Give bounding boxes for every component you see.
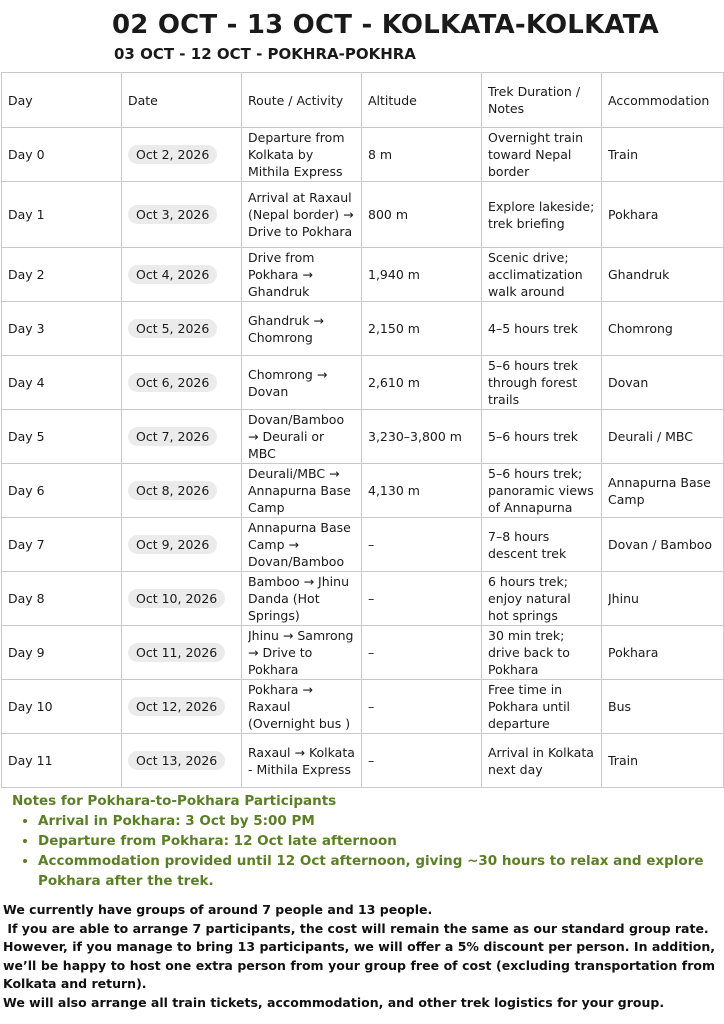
date-badge: Oct 11, 2026 [128, 643, 225, 662]
route-cell-text: Raxaul → Kolkata - Mithila Express [248, 744, 355, 777]
date-badge: Oct 8, 2026 [128, 481, 217, 500]
table-row [2, 410, 724, 464]
group-info [3, 901, 715, 1012]
altitude-cell [362, 464, 482, 518]
date-badge: Oct 4, 2026 [128, 265, 217, 284]
table-row [2, 464, 724, 518]
day-cell-text: Day 7 [8, 537, 45, 552]
accommodation-cell-text: Ghandruk [608, 267, 670, 282]
date-badge: Oct 6, 2026 [128, 373, 217, 392]
route-cell [242, 626, 362, 680]
day-cell-text: Day 5 [8, 429, 45, 444]
accommodation-cell-text: Train [608, 147, 638, 162]
route-cell-text: Jhinu → Samrong → Drive to Pokhara [248, 628, 354, 677]
route-cell [242, 410, 362, 464]
notes-cell [482, 464, 602, 518]
column-header-accommodation: Accommodation [602, 73, 724, 128]
accommodation-cell-text: Dovan [608, 375, 649, 390]
date-badge: Oct 12, 2026 [128, 697, 225, 716]
accommodation-cell [602, 626, 724, 680]
date-cell [122, 572, 242, 626]
altitude-cell [362, 518, 482, 572]
notes-cell-text: Free time in Pokhara until departure [488, 682, 571, 731]
column-header-notes: Trek Duration / Notes [482, 73, 602, 128]
route-cell [242, 128, 362, 182]
accommodation-cell [602, 572, 724, 626]
accommodation-cell [602, 410, 724, 464]
accommodation-cell [602, 302, 724, 356]
route-cell [242, 356, 362, 410]
date-cell [122, 302, 242, 356]
altitude-cell [362, 734, 482, 788]
day-cell [2, 128, 122, 182]
column-header-day: Day [2, 73, 122, 128]
date-cell [122, 680, 242, 734]
accommodation-cell [602, 128, 724, 182]
notes-cell-text: Scenic drive; acclimatization walk around [488, 250, 583, 299]
route-cell-text: Chomrong → Dovan [248, 366, 328, 399]
accommodation-cell-text: Annapurna Base Camp [608, 474, 711, 507]
notes-cell-text: 30 min trek; drive back to Pokhara [488, 628, 570, 677]
notes-cell-text: 4–5 hours trek [488, 321, 578, 336]
date-badge: Oct 13, 2026 [128, 751, 225, 770]
altitude-cell [362, 572, 482, 626]
day-cell [2, 518, 122, 572]
altitude-cell-text: 800 m [368, 207, 409, 222]
table-row [2, 626, 724, 680]
accommodation-cell-text: Train [608, 753, 638, 768]
accommodation-cell [602, 248, 724, 302]
notes-cell [482, 356, 602, 410]
altitude-cell-text: 2,150 m [368, 321, 420, 336]
day-cell [2, 248, 122, 302]
notes-cell-text: 5–6 hours trek; panoramic views of Annapurna [488, 466, 594, 515]
notes-item: • Departure from Pokhara: 12 Oct late afternoon [38, 831, 718, 851]
altitude-cell-text: – [368, 537, 375, 552]
notes-cell [482, 302, 602, 356]
altitude-cell-text: 4,130 m [368, 483, 420, 498]
notes-cell [482, 182, 602, 248]
notes-cell-text: 6 hours trek; enjoy natural hot springs [488, 574, 571, 623]
route-cell [242, 518, 362, 572]
route-cell-text: Arrival at Raxaul (Nepal border) → Drive to Pokhara [248, 190, 354, 239]
altitude-cell [362, 302, 482, 356]
day-cell-text: Day 6 [8, 483, 45, 498]
accommodation-cell [602, 464, 724, 518]
altitude-cell-text: 1,940 m [368, 267, 420, 282]
column-header-altitude: Altitude [362, 73, 482, 128]
date-badge: Oct 7, 2026 [128, 427, 217, 446]
route-cell-text: Annapurna Base Camp → Dovan/Bamboo [248, 520, 351, 569]
date-cell [122, 518, 242, 572]
route-cell-text: Dovan/Bamboo → Deurali or MBC [248, 412, 345, 461]
route-cell [242, 464, 362, 518]
column-header-route: Route / Activity [242, 73, 362, 128]
day-cell-text: Day 3 [8, 321, 45, 336]
notes-cell [482, 518, 602, 572]
table-header-row [2, 73, 724, 128]
route-cell-text: Departure from Kolkata by Mithila Express [248, 130, 345, 179]
altitude-cell-text: – [368, 753, 375, 768]
day-cell [2, 680, 122, 734]
day-cell-text: Day 10 [8, 699, 53, 714]
accommodation-cell [602, 680, 724, 734]
route-cell-text: Ghandruk → Chomrong [248, 312, 324, 345]
route-cell [242, 248, 362, 302]
table-row [2, 182, 724, 248]
notes-item: • Accommodation provided until 12 Oct afternoon, giving ~30 hours to relax and explore Pokhara after the trek. [38, 851, 718, 891]
notes-cell-text: Overnight train toward Nepal border [488, 130, 584, 179]
date-cell [122, 734, 242, 788]
notes-cell-text: 7–8 hours descent trek [488, 528, 567, 561]
date-cell [122, 128, 242, 182]
notes-item: • Arrival in Pokhara: 3 Oct by 5:00 PM [38, 811, 718, 831]
day-cell [2, 356, 122, 410]
altitude-cell-text: 8 m [368, 147, 393, 162]
route-cell-text: Pokhara → Raxaul (Overnight bus ) [248, 682, 351, 731]
day-cell-text: Day 2 [8, 267, 45, 282]
altitude-cell [362, 182, 482, 248]
notes-cell [482, 248, 602, 302]
date-cell [122, 464, 242, 518]
altitude-cell [362, 410, 482, 464]
day-cell-text: Day 9 [8, 645, 45, 660]
altitude-cell [362, 680, 482, 734]
accommodation-cell [602, 518, 724, 572]
table-row [2, 356, 724, 410]
date-badge: Oct 9, 2026 [128, 535, 217, 554]
day-cell-text: Day 4 [8, 375, 45, 390]
page-subtitle: 03 OCT - 12 OCT - POKHRA-POKHRA [114, 45, 416, 63]
notes-cell [482, 626, 602, 680]
route-cell [242, 734, 362, 788]
accommodation-cell-text: Pokhara [608, 207, 659, 222]
day-cell [2, 464, 122, 518]
date-badge: Oct 10, 2026 [128, 589, 225, 608]
date-cell [122, 182, 242, 248]
notes-cell-text: 5–6 hours trek [488, 429, 578, 444]
table-row [2, 572, 724, 626]
table-row [2, 302, 724, 356]
route-cell [242, 572, 362, 626]
table-row [2, 128, 724, 182]
column-header-date: Date [122, 73, 242, 128]
group-info-line: However, if you manage to bring 13 participants, we will offer a 5% discount per person. In addition, we’ll be happy to host one extra person from your group free of cost (excluding transportation from Kolkata and return). [3, 939, 715, 991]
day-cell [2, 182, 122, 248]
day-cell-text: Day 8 [8, 591, 45, 606]
itinerary-table [1, 72, 724, 788]
date-badge: Oct 5, 2026 [128, 319, 217, 338]
date-cell [122, 248, 242, 302]
date-cell [122, 626, 242, 680]
day-cell-text: Day 1 [8, 207, 45, 222]
route-cell [242, 302, 362, 356]
day-cell-text: Day 0 [8, 147, 45, 162]
notes-cell [482, 734, 602, 788]
route-cell-text: Deurali/MBC → Annapurna Base Camp [248, 466, 351, 515]
table-row [2, 734, 724, 788]
accommodation-cell [602, 734, 724, 788]
accommodation-cell-text: Jhinu [608, 591, 639, 606]
altitude-cell [362, 356, 482, 410]
date-badge: Oct 3, 2026 [128, 205, 217, 224]
day-cell-text: Day 11 [8, 753, 53, 768]
table-row [2, 248, 724, 302]
table-row [2, 518, 724, 572]
date-cell [122, 356, 242, 410]
notes-list [12, 811, 718, 891]
group-info-line: We will also arrange all train tickets, accommodation, and other trek logistics for your group. [3, 994, 665, 1010]
day-cell [2, 410, 122, 464]
group-info-line: We currently have groups of around 7 people and 13 people. [3, 902, 433, 917]
table-row [2, 680, 724, 734]
notes-cell-text: Explore lakeside; trek briefing [488, 198, 595, 231]
route-cell-text: Bamboo → Jhinu Danda (Hot Springs) [248, 574, 349, 623]
date-cell [122, 410, 242, 464]
altitude-cell-text: – [368, 699, 375, 714]
accommodation-cell [602, 356, 724, 410]
altitude-cell-text: – [368, 645, 375, 660]
notes-cell-text: 5–6 hours trek through forest trails [488, 358, 578, 407]
altitude-cell [362, 626, 482, 680]
notes-cell [482, 572, 602, 626]
accommodation-cell-text: Pokhara [608, 645, 659, 660]
accommodation-cell-text: Chomrong [608, 321, 673, 336]
accommodation-cell-text: Dovan / Bamboo [608, 537, 713, 552]
altitude-cell-text: 3,230–3,800 m [368, 429, 462, 444]
day-cell [2, 626, 122, 680]
day-cell [2, 734, 122, 788]
altitude-cell-text: – [368, 591, 375, 606]
participant-notes [12, 793, 718, 891]
day-cell [2, 572, 122, 626]
route-cell-text: Drive from Pokhara → Ghandruk [248, 250, 315, 299]
day-cell [2, 302, 122, 356]
date-badge: Oct 2, 2026 [128, 145, 217, 164]
altitude-cell [362, 128, 482, 182]
group-info-line: If you are able to arrange 7 participants, the cost will remain the same as our standard group rate. [3, 920, 709, 936]
notes-cell [482, 128, 602, 182]
notes-heading: Notes for Pokhara-to-Pokhara Participants [12, 793, 337, 809]
notes-cell [482, 410, 602, 464]
route-cell [242, 182, 362, 248]
altitude-cell [362, 248, 482, 302]
accommodation-cell [602, 182, 724, 248]
route-cell [242, 680, 362, 734]
page-title: 02 OCT - 13 OCT - KOLKATA-KOLKATA [112, 10, 659, 40]
notes-cell [482, 680, 602, 734]
altitude-cell-text: 2,610 m [368, 375, 420, 390]
accommodation-cell-text: Deurali / MBC [608, 429, 694, 444]
accommodation-cell-text: Bus [608, 699, 632, 714]
notes-cell-text: Arrival in Kolkata next day [488, 744, 594, 777]
